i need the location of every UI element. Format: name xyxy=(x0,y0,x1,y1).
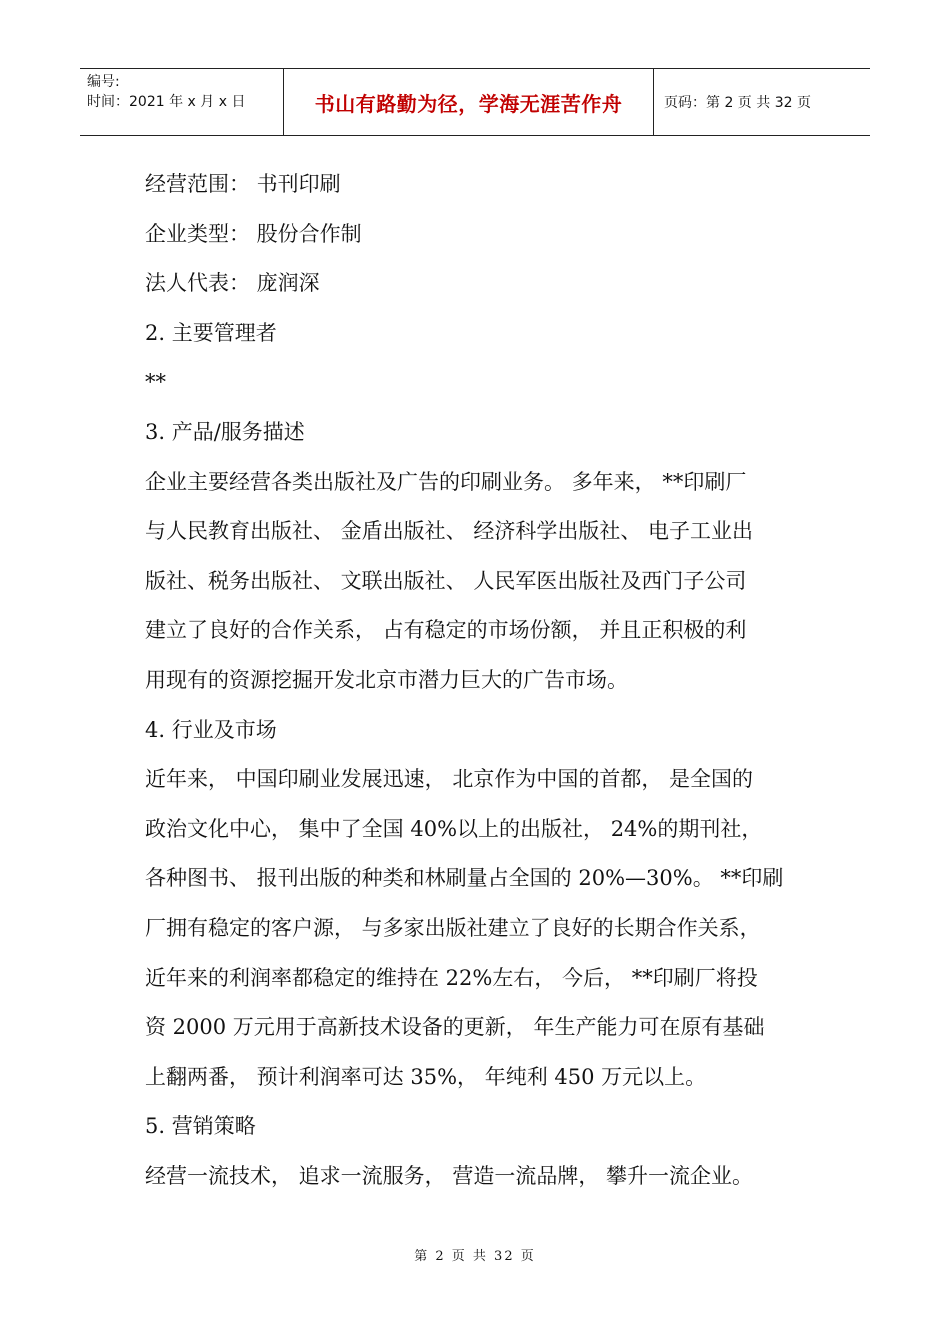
section-heading-products: 3. 产品/服务描述 xyxy=(145,419,305,444)
page-header xyxy=(80,68,870,136)
section-heading-industry: 4. 行业及市场 xyxy=(145,717,277,742)
paragraph-line: 各种图书、 报刊出版的种类和林刷量占全国的 20%—30%。 **印刷 xyxy=(145,866,784,891)
section-heading-management: 2. 主要管理者 xyxy=(145,320,277,345)
paragraph-line: 建立了良好的合作关系， 占有稳定的市场份额， 并且正积极的利 xyxy=(145,618,747,643)
paragraph-line: 上翻两番， 预计利润率可达 35%， 年纯利 450 万元以上。 xyxy=(145,1064,707,1089)
paragraph-line: 厂拥有稳定的客户源， 与多家出版社建立了良好的长期合作关系， xyxy=(145,915,761,940)
paragraph-line: 资 2000 万元用于高新技术设备的更新， 年生产能力可在原有基础 xyxy=(145,1015,765,1040)
paragraph-line: 近年来， 中国印刷业发展迅速， 北京作为中国的首都， 是全国的 xyxy=(145,767,754,792)
page-footer: 第 2 页 共 32 页 xyxy=(414,1249,536,1264)
legal-representative-line: 法人代表： 庞润深 xyxy=(145,271,320,296)
header-page-info: 页码：第 2 页 共 32 页 xyxy=(664,95,811,111)
section-heading-marketing: 5. 营销策略 xyxy=(145,1114,256,1139)
paragraph-line: 用现有的资源挖掘开发北京市潜力巨大的广告市场。 xyxy=(145,667,628,692)
paragraph-line: 经营一流技术， 追求一流服务， 营造一流品牌， 攀升一流企业。 xyxy=(145,1163,754,1188)
serial-number-label: 编号: xyxy=(87,74,120,90)
header-motto: 书山有路勤为径，学海无涯苦作舟 xyxy=(284,69,654,135)
header-meta xyxy=(80,69,284,135)
management-content: ** xyxy=(145,370,166,395)
document-body xyxy=(145,160,810,1201)
paragraph-line: 版社、税务出版社、 文联出版社、 人民军医出版社及西门子公司 xyxy=(145,568,747,593)
date-label: 时间：2021 年 x 月 x 日 xyxy=(87,94,246,110)
paragraph-line: 政治文化中心， 集中了全国 40%以上的出版社， 24%的期刊社， xyxy=(145,816,763,841)
paragraph-line: 与人民教育出版社、 金盾出版社、 经济科学出版社、 电子工业出 xyxy=(145,519,754,544)
business-scope-line: 经营范围： 书刊印刷 xyxy=(145,172,341,196)
company-type-line: 企业类型： 股份合作制 xyxy=(145,221,362,246)
paragraph-line: 近年来的利润率都稳定的维持在 22%左右， 今后， **印刷厂将投 xyxy=(145,965,758,990)
paragraph-line: 企业主要经营各类出版社及广告的印刷业务。 多年来， **印刷厂 xyxy=(145,469,747,494)
